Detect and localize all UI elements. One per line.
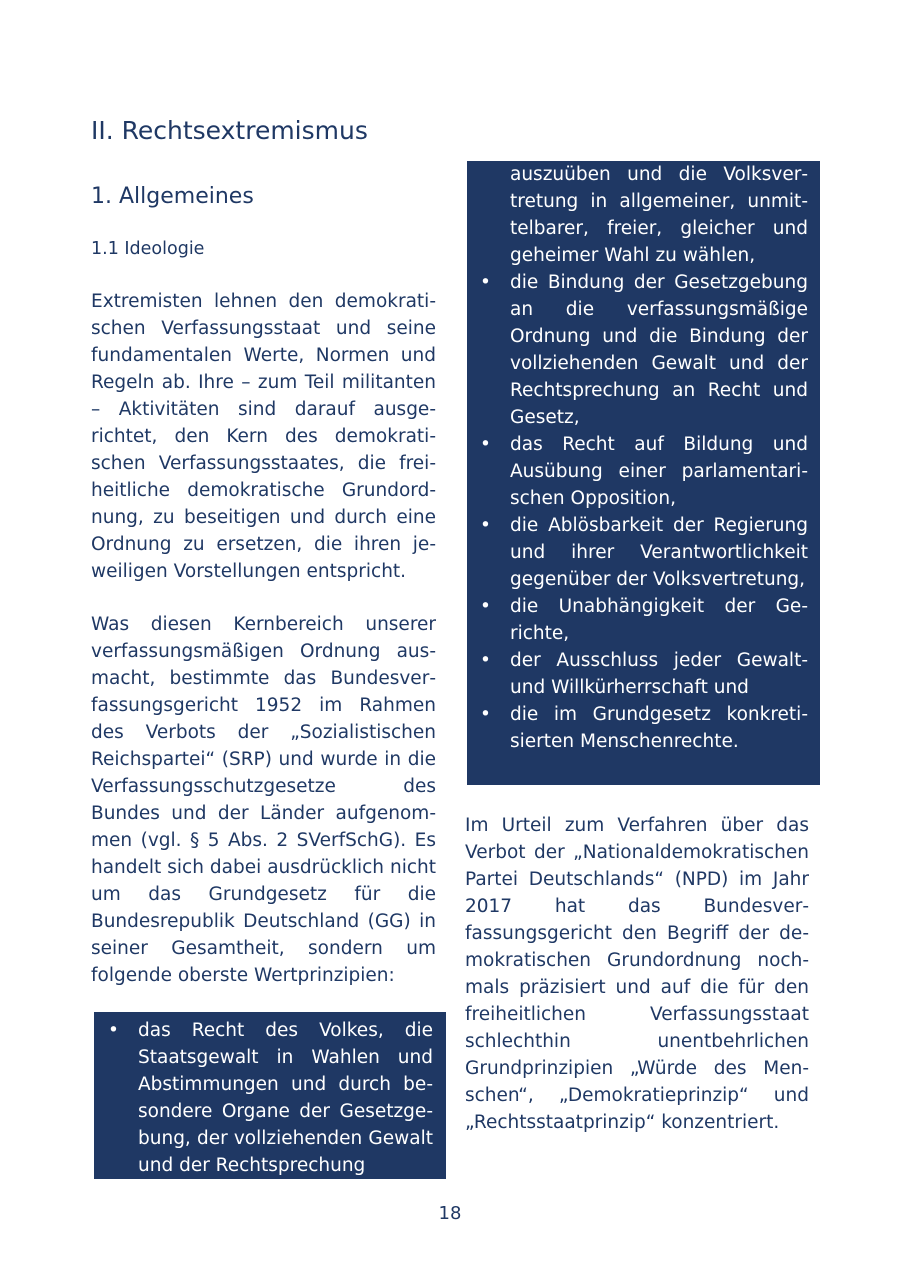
list-item	[480, 512, 808, 593]
list-item	[480, 593, 808, 647]
list-item	[480, 701, 808, 755]
list-item	[108, 1017, 433, 1179]
bullet-icon: •	[480, 515, 491, 536]
list-item-text: die Bindung der Gesetzgebung an die verfassungsmäßige Ordnung und die Bindung der vollziehenden Gewalt und der Rechtsprechung an Recht und Gesetz,	[510, 272, 808, 428]
list-item-text: die im Grundgesetz konkretisierten Menschenrechte.	[510, 704, 808, 752]
list-item-text: das Recht des Volkes, die Staatsgewalt in Wahlen und Abstimmungen und durch besondere Organe der Gesetzgebung, der vollziehenden Gewalt und der Rechtsprechung	[138, 1020, 433, 1176]
bullet-icon: •	[480, 272, 491, 293]
principles-list-right	[480, 161, 808, 755]
page-number: 18	[438, 1203, 462, 1224]
bullet-icon: •	[480, 704, 491, 725]
section-title: 1. Allgemeines	[91, 184, 254, 209]
list-item	[480, 647, 808, 701]
list-item-text: das Recht auf Bildung und Ausübung einer parlamentarischen Opposition,	[510, 434, 808, 509]
list-item-text: die Unabhängigkeit der Gerichte,	[510, 596, 808, 644]
paragraph-core-area: Was diesen Kernbereich unserer verfassungsmäßigen Ordnung ausmacht, bestimmte das Bundesverfassungsgericht 1952 im Rahmen des Verbots der „Sozialistischen Reichspartei“ (SRP) und wurde in die Verfassungsschutzgesetze des Bundes und der Länder aufgenommen (vgl. § 5 Abs. 2 SVerfSchG). Es handelt sich dabei ausdrücklich nicht um das Grundgesetz für die Bundesrepublik Deutschland (GG) in seiner Gesamtheit, sondern um folgende oberste Wertprinzipien:	[91, 614, 436, 986]
paragraph-npd-ruling: Im Urteil zum Verfahren über das Verbot der „Nationaldemokratischen Partei Deutschlands“ (NPD) im Jahr 2017 hat das Bundesverfassungsgericht den Begriff der demokratischen Grundordnung nochmals präzisiert und auf die für den freiheitlichen Verfassungsstaat schlechthin unentbehrlichen Grundprinzipien „Würde des Menschen“, „Demokratieprinzip“ und „Rechtsstaatprinzip“ konzentriert.	[465, 815, 809, 1133]
page-title: II. Rechtsextremismus	[91, 116, 368, 145]
list-item-text: der Ausschluss jeder Gewalt- und Willkürherrschaft und	[510, 650, 808, 698]
list-item-continuation	[480, 161, 808, 269]
list-item	[480, 431, 808, 512]
principles-list-left	[108, 1017, 433, 1179]
principles-box-right	[467, 161, 820, 785]
paragraph-ideology: Extremisten lehnen den demokratischen Verfassungsstaat und seine fundamentalen Werte, Normen und Regeln ab. Ihre – zum Teil militanten – Aktivitäten sind darauf ausgerichtet, den Kern des demokratischen Verfassungsstaates, die freiheitliche demokratische Grundordnung, zu beseitigen und durch eine Ordnung zu ersetzen, die ihren jeweiligen Vorstellungen entspricht.	[91, 291, 436, 582]
bullet-icon: •	[480, 596, 491, 617]
bullet-icon: •	[480, 434, 491, 455]
bullet-icon: •	[108, 1020, 119, 1041]
list-item	[480, 269, 808, 431]
list-item-text: die Ablösbarkeit der Regierung und ihrer Verantwortlichkeit gegenüber der Volksvertretung,	[510, 515, 808, 590]
bullet-icon: •	[480, 650, 491, 671]
list-item-text: auszuüben und die Volksvertretung in allgemeiner, unmittelbarer, freier, gleicher und geheimer Wahl zu wählen,	[510, 164, 808, 266]
principles-box-left	[94, 1012, 446, 1179]
subsection-title: 1.1 Ideologie	[91, 239, 205, 259]
